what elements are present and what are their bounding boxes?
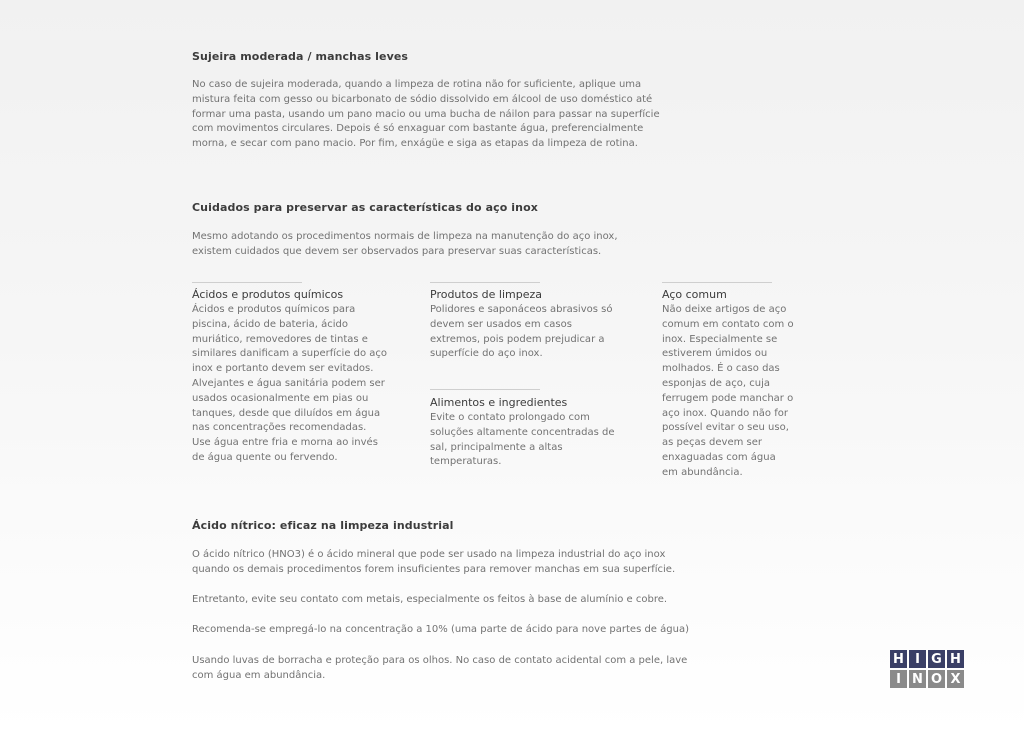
subsection-body-food: Evite o contato prolongado com soluções altamente concentradas de sal, principalmente a altas temperaturas. bbox=[430, 412, 615, 468]
nitric-paragraph-1: O ácido nítrico (HNO3) é o ácido mineral que pode ser usado na limpeza industrial do aço inox quando os demais procedimentos forem insuficientes para remover manchas em sua superfície. bbox=[192, 549, 676, 575]
section-title-nitric: Ácido nítrico: eficaz na limpeza industrial bbox=[192, 519, 454, 532]
subsection-title-cleaning-products: Produtos de limpeza bbox=[430, 288, 543, 301]
logo-letter: H bbox=[947, 650, 964, 668]
divider-food bbox=[430, 389, 540, 390]
section-body-care: Mesmo adotando os procedimentos normais de limpeza na manutenção do aço inox, existem cuidados que devem ser observados para preservar suas características. bbox=[192, 231, 618, 257]
divider-common-steel bbox=[662, 282, 772, 283]
subsection-title-acids: Ácidos e produtos químicos bbox=[192, 288, 344, 301]
divider-acids bbox=[192, 282, 302, 283]
logo-letter: I bbox=[890, 670, 907, 688]
logo-letter: H bbox=[890, 650, 907, 668]
divider-cleaning-products bbox=[430, 282, 540, 283]
high-inox-logo bbox=[890, 650, 964, 690]
nitric-paragraph-4: Usando luvas de borracha e proteção para os olhos. No caso de contato acidental com a pele, lave com água em abundância. bbox=[192, 655, 688, 681]
subsection-title-common-steel: Aço comum bbox=[662, 288, 727, 301]
section-title-care: Cuidados para preservar as características do aço inox bbox=[192, 201, 538, 214]
subsection-body-common-steel: Não deixe artigos de aço comum em contato com o inox. Especialmente se estiverem úmidos ou molhados. É o caso das esponjas de aço, cuja ferrugem pode manchar o aço inox. Quando não for possível evitar o seu uso, as peças devem ser enxaguadas com água em abundância. bbox=[662, 304, 794, 478]
nitric-paragraph-2: Entretanto, evite seu contato com metais, especialmente os feitos à base de alumínio e cobre. bbox=[192, 594, 668, 605]
logo-letter: N bbox=[909, 670, 926, 688]
logo-letter: O bbox=[928, 670, 945, 688]
logo-bottom-row bbox=[890, 670, 964, 688]
subsection-title-food: Alimentos e ingredientes bbox=[430, 396, 568, 409]
logo-letter: G bbox=[928, 650, 945, 668]
subsection-body-acids: Ácidos e produtos químicos para piscina, ácido de bateria, ácido muriático, removedores de tintas e similares danificam a superfície do aço inox e portanto devem ser evitados. Alvejantes e água sanitária podem ser usados ocasionalmente em pias ou tanques, desde que diluídos em água nas concentrações recomendadas. Use água entre fria e morna ao invés de água quente ou fervendo. bbox=[192, 304, 388, 463]
logo-top-row bbox=[890, 650, 964, 668]
logo-letter: I bbox=[909, 650, 926, 668]
nitric-paragraph-3: Recomenda-se empregá-lo na concentração a 10% (uma parte de ácido para nove partes de água) bbox=[192, 624, 689, 635]
section-title-moderate: Sujeira moderada / manchas leves bbox=[192, 50, 409, 63]
section-body-moderate: No caso de sujeira moderada, quando a limpeza de rotina não for suficiente, aplique uma mistura feita com gesso ou bicarbonato de sódio dissolvido em álcool de uso doméstico até formar uma pasta, usando um pano macio ou uma bucha de náilon para passar na superfície com movimentos circulares. Depois é só enxaguar com bastante água, preferencialmente morna, e secar com pano macio. Por fim, enxágüe e siga as etapas da limpeza de rotina. bbox=[192, 79, 660, 150]
logo-letter: X bbox=[947, 670, 964, 688]
subsection-body-cleaning-products: Polidores e saponáceos abrasivos só devem ser usados em casos extremos, pois podem prejudicar a superfície do aço inox. bbox=[430, 304, 613, 360]
